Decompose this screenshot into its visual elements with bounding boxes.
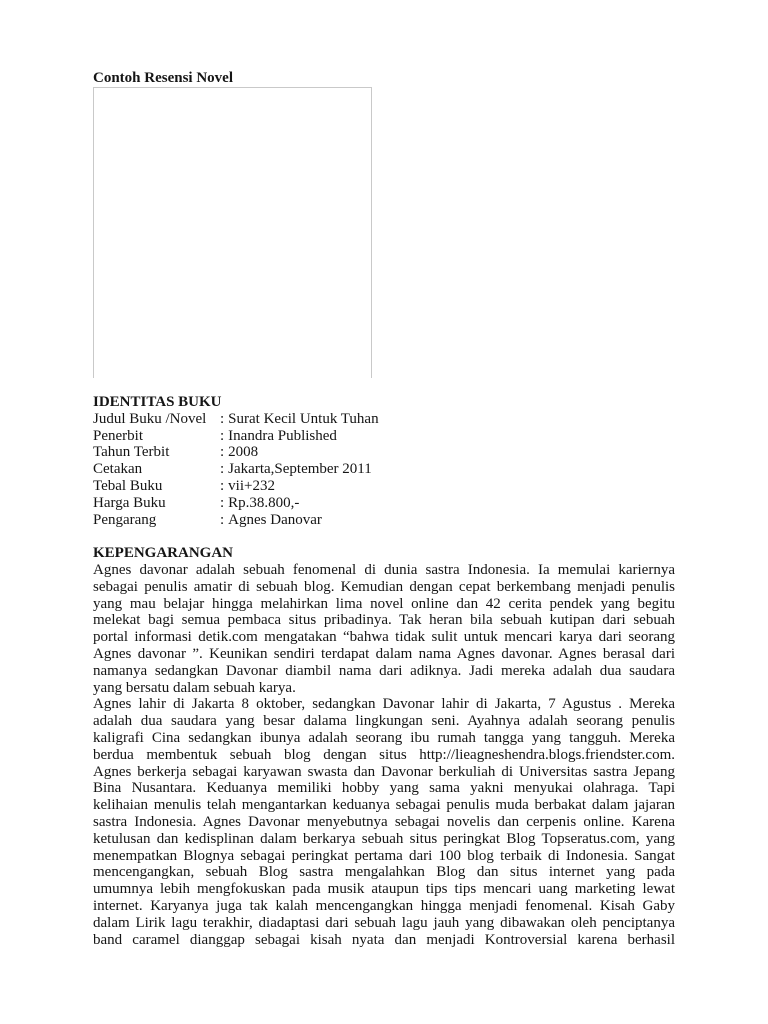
identity-value: Surat Kecil Untuk Tuhan [228, 410, 379, 427]
text-line: band caramel dianggap sebagai kisah nyata dan menjadi Kontroversial karena berhasil [93, 931, 675, 948]
document-title: Contoh Resensi Novel [93, 70, 234, 86]
identity-row-tebal-buku [93, 478, 675, 495]
identity-separator: : [220, 494, 225, 511]
text-line: menempatkan Blognya sebagai peringkat pertama dari 100 blog terbaik di Indonesia. Sangat [93, 847, 675, 864]
text-line: kelihaian menulis telah mengantarkan keduanya sebagai penulis muda berbakat dalam jajaran [93, 797, 675, 814]
identity-row-harga-buku [93, 495, 675, 512]
text-line: Agnes davonar adalah sebuah fenomenal di dunia sastra Indonesia. Ia memulai kariernya [93, 561, 675, 578]
book-cover-image-placeholder [93, 87, 372, 378]
text-line: internet. Karyanya juga tak kalah mencengangkan hingga menjadi fenomenal. Kisah Gaby [93, 897, 675, 914]
identity-separator: : [220, 477, 225, 494]
text-line: melekat bagi semua pembaca situs pribadinya. Tak heran bila sebuah kutipan dari sebuah [93, 612, 675, 629]
text-line: sebagai penulis amatir di sebuah blog. Kemudian dengan cepat berkembang menjadi penulis [93, 578, 675, 595]
identity-row-judul [93, 411, 675, 428]
identity-label: Judul Buku /Novel [93, 410, 207, 427]
identity-row-cetakan [93, 461, 675, 478]
identity-value: Agnes Danovar [228, 511, 322, 528]
identity-value: 2008 [228, 444, 259, 461]
identity-label: Pengarang [93, 511, 157, 528]
paragraph-2 [93, 696, 675, 948]
kepengarangan-heading: KEPENGARANGAN [93, 545, 234, 562]
identity-separator: : [220, 461, 225, 478]
text-line: berdua membentuk sebuah blog dengan situs http://lieagneshendra.blogs.friendster.com. [93, 746, 675, 763]
identity-separator: : [220, 511, 225, 528]
identitas-heading: IDENTITAS BUKU [93, 394, 222, 410]
text-line: portal informasi detik.com mengatakan “bahwa tidak sulit untuk mencari karya dari seorang [93, 629, 675, 646]
text-line: dalam Lirik lagu terakhir, diadaptasi dari sebuah lagu jauh yang dibawakan oleh penciptanya [93, 914, 675, 931]
text-line: yang bersatu dalam sebuah karya. [93, 679, 296, 696]
identity-value: Inandra Published [228, 427, 337, 444]
document-body [93, 394, 675, 948]
text-line: ketulusan dan kedisplinan dalam berkarya sebuah situs peringkat Blog Topseratus.com, yang [93, 830, 675, 847]
identity-row-tahun-terbit [93, 444, 675, 461]
text-line: mencengangkan, sebuah Blog sastra mengalahkan Blog dan situs internet yang pada [93, 864, 675, 881]
identity-label: Cetakan [93, 461, 143, 478]
text-line: sastra Indonesia. Agnes Davonar menyebutnya sebagai novelis dan cerpenis online. Karena [93, 813, 675, 830]
text-line: Agnes berkerja sebagai karyawan swasta dan Davonar berkuliah di Universitas sastra Jepang [93, 763, 675, 780]
identity-value: vii+232 [228, 477, 275, 494]
text-line: kaligrafi Cina sedangkan ibunya adalah seorang ibu rumah tangga yang tangguh. Mereka [93, 729, 675, 746]
text-line: Agnes lahir di Jakarta 8 oktober, sedangkan Davonar lahir di Jakarta, 7 Agustus . Mereka [93, 696, 675, 713]
text-line: namanya sedangkan Davonar diambil nama dari adiknya. Jadi mereka adalah dua saudara [93, 662, 675, 679]
identity-separator: : [220, 410, 225, 427]
text-line: adalah dua saudara yang besar dalama lingkungan seni. Ayahnya adalah seorang penulis [93, 713, 675, 730]
text-line: yang mau belajar hingga melahirkan lima novel online dan 42 cerita pendek yang begitu [93, 595, 675, 612]
identity-label: Penerbit [93, 427, 143, 444]
identity-label: Harga Buku [93, 494, 166, 511]
text-line: umumnya lebih mengfokuskan pada musik ataupun tips tips mencari uang marketing lewat [93, 881, 675, 898]
identity-row-pengarang [93, 512, 675, 529]
identity-value: Rp.38.800,- [228, 494, 300, 511]
identity-separator: : [220, 444, 225, 461]
identity-label: Tebal Buku [93, 477, 163, 494]
identity-value: Jakarta,September 2011 [228, 461, 372, 478]
identity-row-penerbit [93, 428, 675, 445]
paragraph-1 [93, 562, 675, 696]
text-line: Bina Nusantara. Keduanya memiliki hobby yang sama yakni menyukai olahraga. Tapi [93, 780, 675, 797]
identity-separator: : [220, 427, 225, 444]
text-line: Agnes davonar ”. Keunikan sendiri terdapat dalam nama Agnes davonar. Agnes berasal dari [93, 645, 675, 662]
identity-label: Tahun Terbit [93, 444, 170, 461]
